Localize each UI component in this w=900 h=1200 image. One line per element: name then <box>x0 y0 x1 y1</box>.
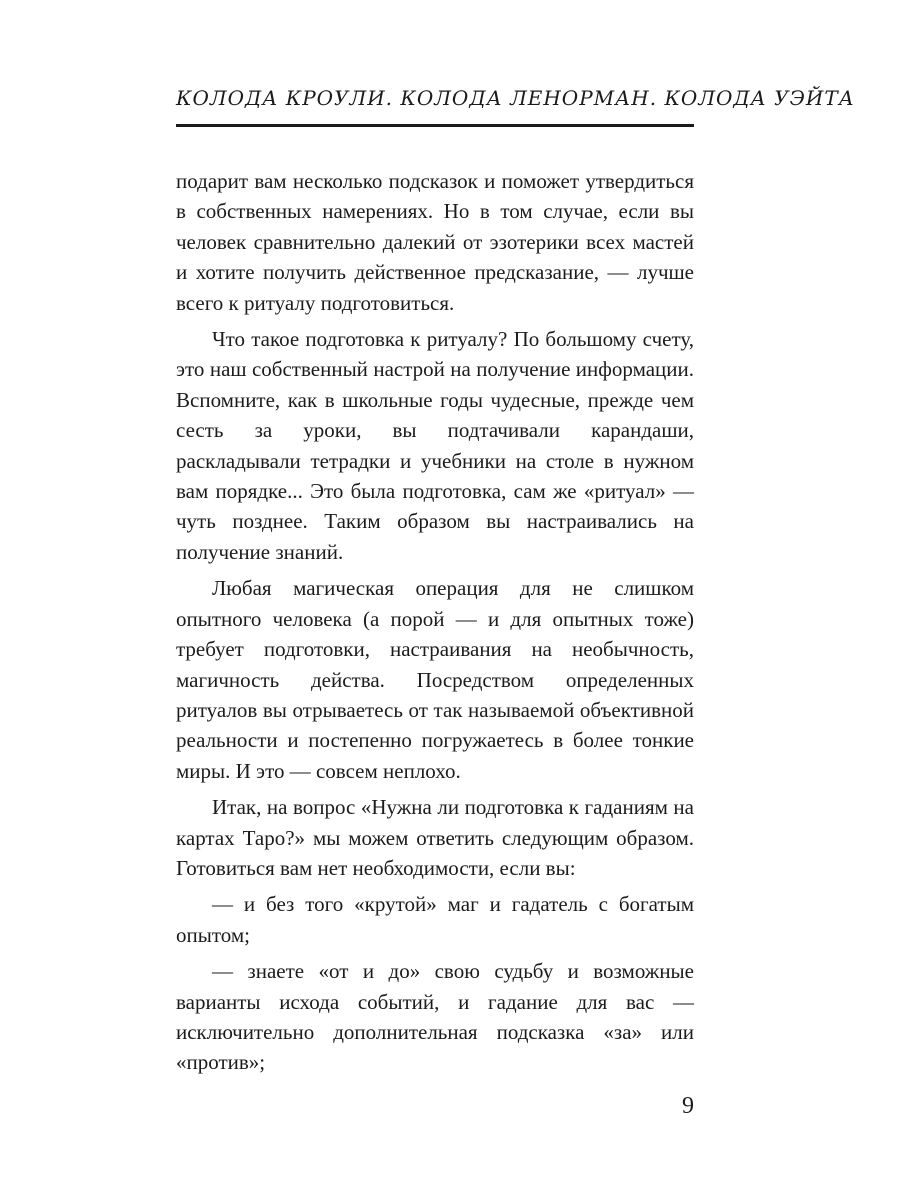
list-item-know-fate: — знаете «от и до» свою судьбу и возможные варианты исхода событий, и гадание для вас — исключительно дополнительная подсказка «за» или «против»; <box>176 959 694 1075</box>
paragraph-question: Итак, на вопрос «Нужна ли подготовка к гаданиям на картах Таро?» мы можем ответить следующим образом. Готовиться вам нет необходимости, если вы: <box>176 795 694 880</box>
running-header: КОЛОДА КРОУЛИ. КОЛОДА ЛЕНОРМАН. КОЛОДА УЭЙТА <box>176 86 855 110</box>
paragraph-continuation: подарит вам несколько подсказок и поможет утвердиться в собственных намерениях. Но в том случае, если вы человек сравнительно далекий от эзотерики всех мастей и хотите получить действенное предсказание, — лучше всего к ритуалу подготовиться. <box>176 169 694 315</box>
paragraph-ritual-preparation: Что такое подготовка к ритуалу? По большому счету, это наш собственный настрой на получение информации. Вспомните, как в школьные годы чудесные, прежде чем сесть за уроки, вы подтачивали карандаши, раскладывали тетрадки и учебники на столе в нужном вам порядке... Это была подготовка, сам же «ритуал» — чуть позднее. Таким образом вы настраивались на получение знаний. <box>176 327 694 564</box>
list-item-experienced-mage: — и без того «крутой» маг и гадатель с богатым опытом; <box>176 892 694 947</box>
paragraph-magic-operation: Любая магическая операция для не слишком опытного человека (а порой — и для опытных тоже) требует подготовки, настраивания на необычность, магичность действа. Посредством определенных ритуалов вы отрываетесь от так называемой объективной реальности и постепенно погружаетесь в более тонкие миры. И это — совсем неплохо. <box>176 576 694 783</box>
header-rule <box>176 124 694 127</box>
page-number: 9 <box>682 1093 694 1119</box>
main-text <box>176 166 694 1084</box>
